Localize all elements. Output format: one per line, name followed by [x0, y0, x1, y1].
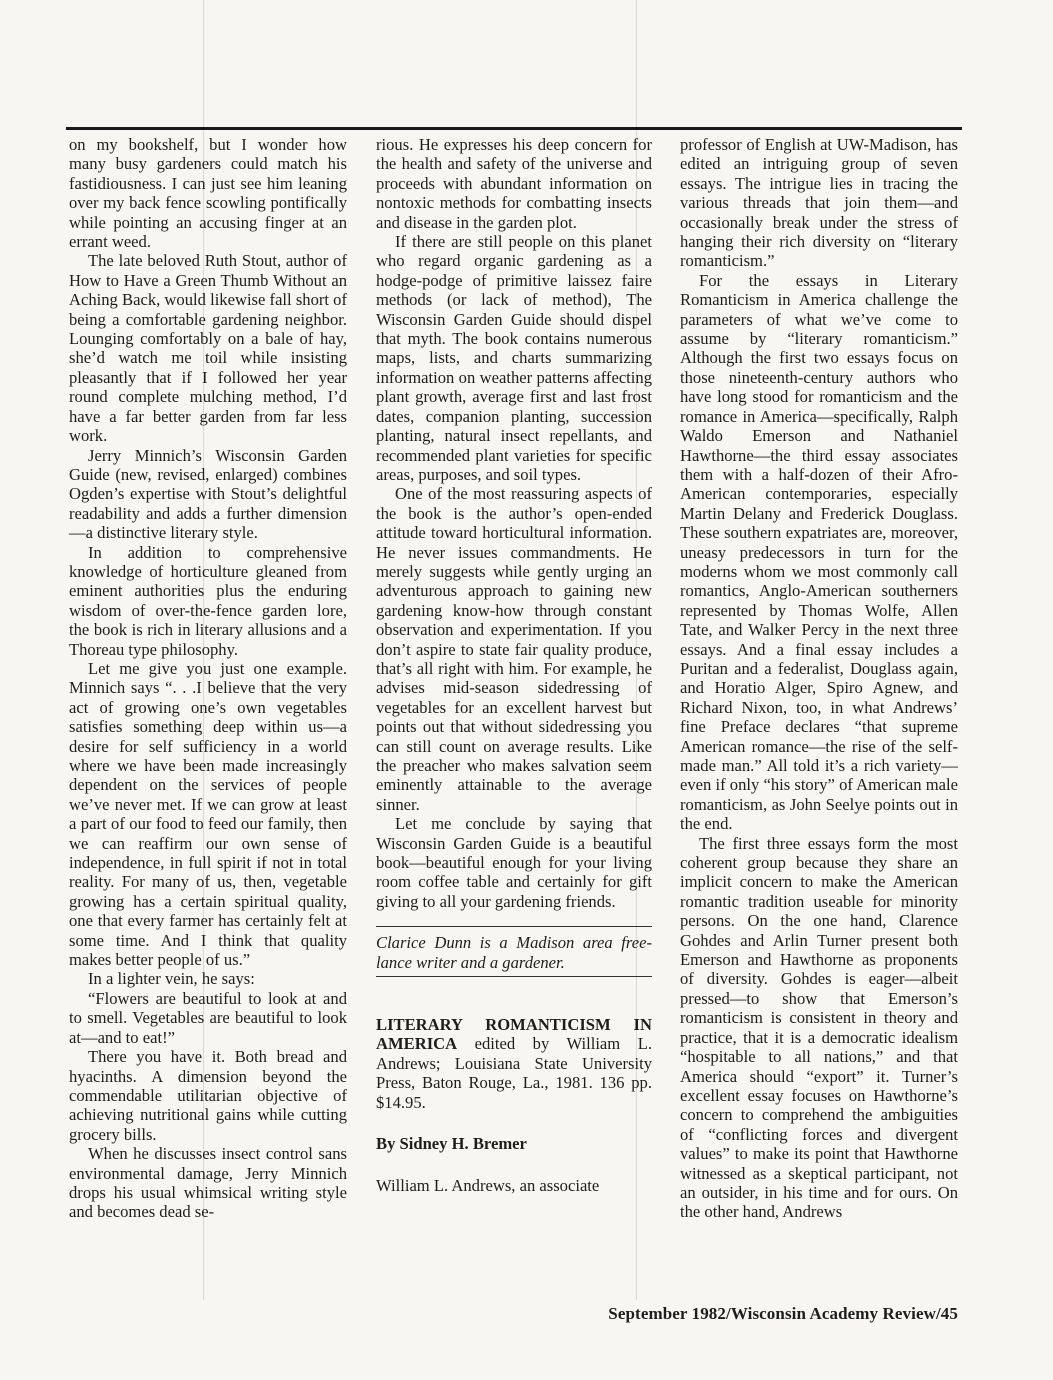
paragraph: When he discusses insect control sans environmental damage, Jerry Minnich drops his usual whimsical writing style and becomes dead se-: [69, 1144, 347, 1222]
paragraph: In a lighter vein, he says:: [88, 969, 255, 989]
review-heading: [376, 1015, 652, 1112]
column-3: [680, 135, 958, 1222]
paragraph: professor of English at UW-Madison, has edited an intriguing group of seven essays. The intrigue lies in tracing the various threads that join them—and occasionally break under the stress of hanging their rich diversity on “literary romanticism.”: [680, 135, 958, 271]
review-title: LITERARY ROMANTICISM IN AMERICA: [376, 1015, 652, 1054]
paragraph: on my bookshelf, but I wonder how many busy gardeners could match his fastidiousness. I can just see him leaning over my back fence scowling pontifically while pointing an accusing finger at an errant weed.: [69, 135, 347, 252]
paragraph: Jerry Minnich’s Wisconsin Garden Guide (new, revised, enlarged) combines Ogden’s expertise with Stout’s delightful readability and adds a further dimension—a distinctive literary style.: [69, 445, 347, 543]
paragraph: The first three essays form the most coherent group because they share an implicit concern to make the American romantic tradition useable for minority persons. On the one hand, Clarence Gohdes and Arlin Turner present both Emerson and Hawthorne as proponents of diversity. Gohdes is eager—albeit pressed—to show that Emerson’s romanticism is consistent in theory and practice, that it is a democratic idealism “hospitable to all nations,” and that America should “export” it. Turner’s excellent essay focuses on Hawthorne’s concern to comprehend the ambiguities of “conflicting forces and divergent values” to make its point that Hawthorne witnessed as a skeptical participant, not an outsider, in his time and for ours. On the other hand, Andrews: [680, 833, 958, 1222]
paragraph: Let me give you just one example. Minnich says “. . .I believe that the very act of growing one’s own vegetables satisfies something deep within us—a desire for self sufficiency in a world where we have been made increasingly dependent on the services of people we’ve never met. If we can grow at least a part of our food to feed our family, then we can reaffirm our own sense of independence, in full spirit if not in total reality. For many of us, then, vegetable growing has a certain spiritual quality, one that every farmer has certainly felt at some time. And I think that quality makes better people of us.”: [69, 658, 347, 970]
column-2: [376, 135, 652, 1195]
paragraph: Let me conclude by saying that Wisconsin Garden Guide is a beautiful book—beautiful enough for your living room coffee table and certainly for gift giving to all your gardening friends.: [376, 814, 652, 911]
paragraph: For the essays in Literary Romanticism in America challenge the parameters of what we’ve come to assume by “literary romanticism.” Although the first two essays focus on those nineteenth-century authors who have long stood for romanticism and the romance in America—specifically, Ralph Waldo Emerson and Nathaniel Hawthorne—the third essay associates them with a half-dozen of their Afro-American contemporaries, especially Martin Delany and Frederick Douglass. These southern expatriates are, moreover, uneasy predecessors in turn for the moderns whom we most commonly call romantics, Anglo-American southerners represented by Thomas Wolfe, Allen Tate, and Walker Percy in the next three essays. And a final essay includes a Puritan and a federalist, Douglass again, and Horatio Alger, Spiro Agnew, and Richard Nixon, too, in what Andrews’ fine Preface declares “that supreme American romance—the rise of the self-made man.” All told it’s a rich variety—even if only “his story” of American male romanticism, as John Seelye points out in the end.: [680, 270, 958, 834]
paragraph: William L. Andrews, an associate: [376, 1175, 600, 1195]
paragraph: One of the most reassuring aspects of the book is the author’s open-ended attitude toward horticultural information. He never issues commandments. He merely suggests while gently urging an adventurous approach to gaining new gardening know-how through constant observation and experimentation. If you don’t aspire to state fair quality produce, that’s all right with him. For example, he advises mid-season sidedressing of vegetables for an excellent harvest but points out that without sidedressing you can still count on average results. Like the preacher who makes salvation seem eminently attainable to the average sinner.: [376, 484, 652, 814]
paragraph: There you have it. Both bread and hyacinths. A dimension beyond the commendable utilitarian objective of achieving nutritional gains while cutting grocery bills.: [69, 1047, 347, 1144]
page-footer: September 1982/Wisconsin Academy Review/45: [608, 1304, 958, 1323]
review-details: edited by William L. Andrews; Louisiana State University Press, Baton Rouge, La., 1981. 136 pp. $14.95.: [376, 1034, 652, 1112]
paragraph: “Flowers are beautiful to look at and to smell. Vegetables are beautiful to look at—and to eat!”: [69, 988, 347, 1047]
paragraph: The late beloved Ruth Stout, author of How to Have a Green Thumb Without an Aching Back, would likewise fall short of being a comfortable gardening neighbor. Lounging comfortably on a bale of hay, she’d watch me toil while insisting pleasantly that if I followed her year round complete mulching method, I’d have a far better garden from far less work.: [69, 251, 347, 446]
byline: By Sidney H. Bremer: [376, 1134, 527, 1154]
author-note: Clarice Dunn is a Madison area free-lance writer and a gardener.: [376, 933, 652, 972]
signature-rule: [376, 976, 652, 977]
top-rule: [66, 127, 962, 130]
paragraph: rious. He expresses his deep concern for the health and safety of the universe and proceeds with abundant information on nontoxic methods for combatting insects and disease in the garden plot.: [376, 135, 652, 232]
paragraph: In addition to comprehensive knowledge of horticulture gleaned from eminent authorities plus the enduring wisdom of over-the-fence garden lore, the book is rich in literary allusions and a Thoreau type philosophy.: [69, 542, 347, 659]
signature-rule: [376, 926, 652, 927]
paragraph: If there are still people on this planet who regard organic gardening as a hodge-podge of primitive laissez faire methods (or lack of method), The Wisconsin Garden Guide should dispel that myth. The book contains numerous maps, lists, and charts summarizing information on weather patterns affecting plant growth, average first and last frost dates, companion planting, succession planting, natural insect repellants, and recommended plant varieties for specific areas, purposes, and soil types.: [376, 232, 652, 484]
column-1: [69, 135, 347, 1222]
